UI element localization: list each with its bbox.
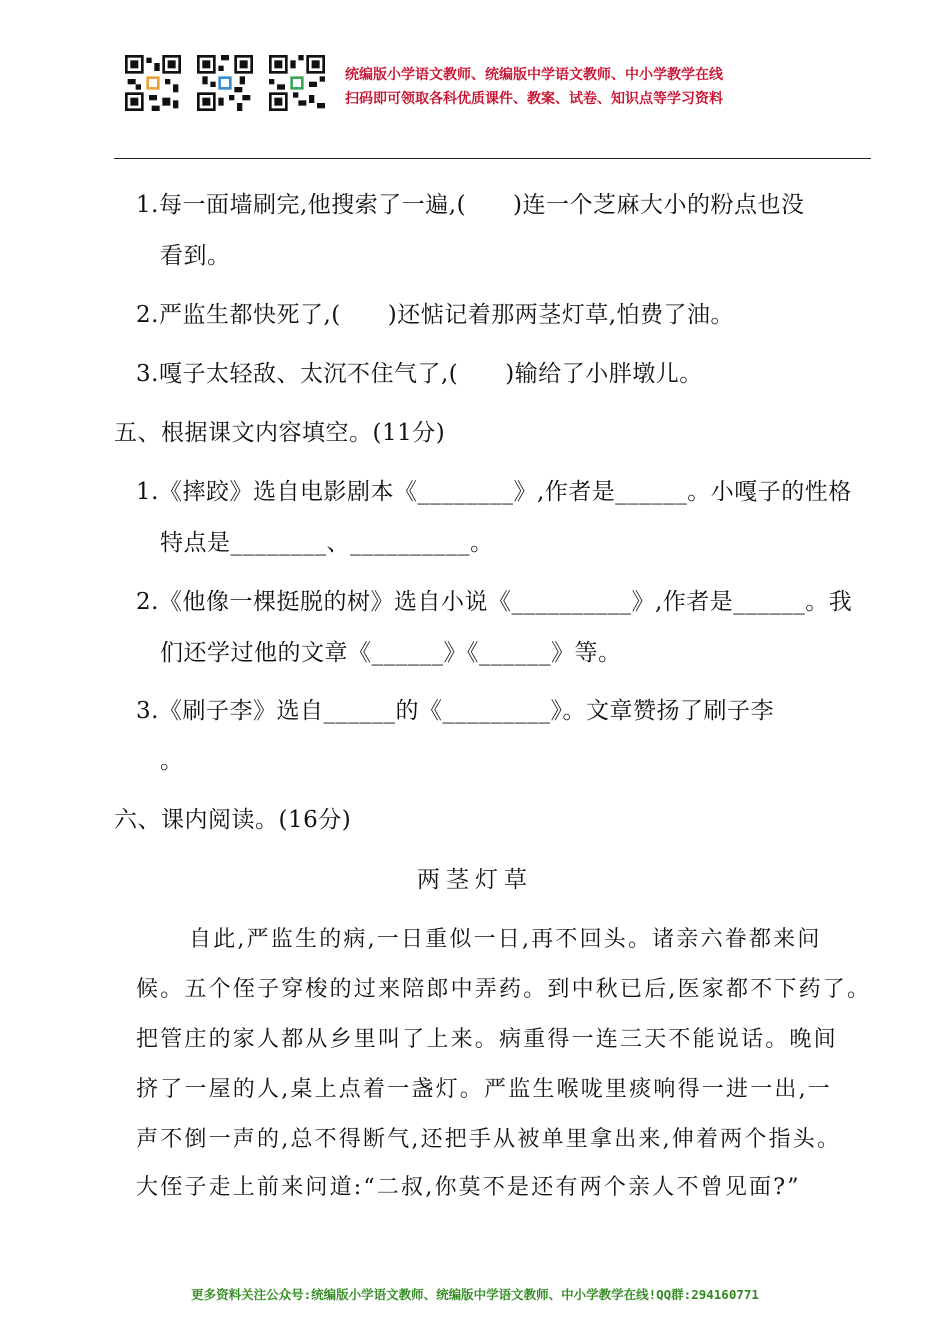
question-5-1: 1.《摔跤》选自电影剧本《________》,作者是______。小嘎子的性格 — [136, 479, 852, 505]
header-line-2: 扫码即可领取各科优质课件、教案、试卷、知识点等学习资料 — [345, 91, 723, 107]
question-4-3: 3.嘎子太轻敌、太沉不住气了,( )输给了小胖墩儿。 — [136, 361, 703, 387]
passage-line: 自此,严监生的病,一日重似一日,再不回头。诸亲六眷都来问 — [189, 927, 822, 952]
qr-code-icon[interactable] — [125, 55, 181, 111]
question-5-1-cont: 特点是________、__________。 — [160, 530, 494, 556]
section-5-heading: 五、根据课文内容填空。(11分) — [114, 420, 446, 446]
question-4-2: 2.严监生都快死了,( )还惦记着那两茎灯草,怕费了油。 — [136, 302, 735, 328]
header-line-1: 统编版小学语文教师、统编版中学语文教师、中小学教学在线 — [345, 67, 723, 83]
question-4-1-cont: 看到。 — [160, 243, 231, 269]
question-5-2-cont: 们还学过他的文章《______》《______》等。 — [160, 640, 622, 666]
qr-code-icon[interactable] — [269, 55, 325, 111]
section-6-heading: 六、课内阅读。(16分) — [114, 807, 352, 833]
header-divider — [114, 158, 871, 159]
passage-line: 挤了一屋的人,桌上点着一盏灯。严监生喉咙里痰响得一进一出,一 — [136, 1077, 832, 1102]
question-5-3: 3.《刷子李》选自______的《_________》。文章赞扬了刷子李 — [136, 698, 774, 724]
qr-code-icon[interactable] — [197, 55, 253, 111]
question-5-2: 2.《他像一棵挺脱的树》选自小说《__________》,作者是______。我 — [136, 589, 853, 615]
passage-line: 大侄子走上前来问道:“二叔,你莫不是还有两个亲人不曾见面?” — [136, 1175, 801, 1200]
passage-line: 候。五个侄子穿梭的过来陪郎中弄药。到中秋已后,医家都不下药了。 — [136, 977, 872, 1002]
question-5-3-cont: 。 — [160, 748, 184, 774]
question-4-1: 1.每一面墙刷完,他搜索了一遍,( )连一个芝麻大小的粉点也没 — [136, 192, 805, 218]
passage-line: 把管庄的家人都从乡里叫了上来。病重得一连三天不能说话。晚间 — [136, 1027, 838, 1052]
page-header — [125, 55, 825, 115]
passage-title: 两茎灯草 — [417, 867, 533, 893]
header-promo-text — [345, 63, 723, 111]
page-footer: 更多资料关注公众号:统编版小学语文教师、统编版中学语文教师、中小学教学在线!QQ群:294160771 — [191, 1287, 759, 1302]
passage-line: 声不倒一声的,总不得断气,还把手从被单里拿出来,伸着两个指头。 — [136, 1127, 842, 1152]
